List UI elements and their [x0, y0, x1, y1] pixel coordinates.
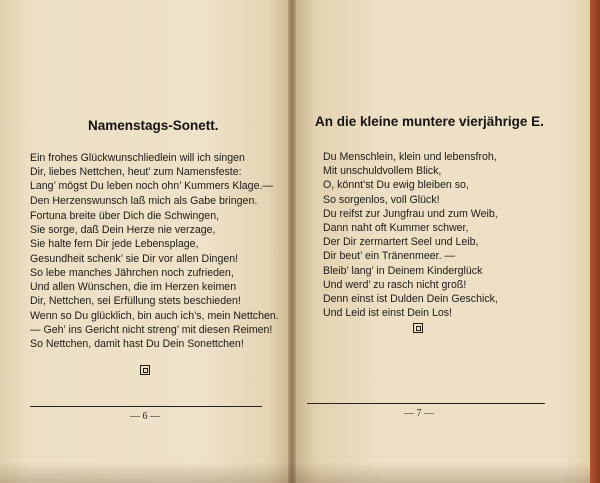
- verse-line: Dann naht oft Kummer schwer,: [323, 222, 469, 235]
- stanza-3: [30, 266, 241, 309]
- verse-line: Dir beut’ ein Tränenmeer. —: [323, 250, 456, 263]
- verse-line: Und werd’ zu rasch nicht groß!: [323, 278, 467, 291]
- verse-line: So Nettchen, damit hast Du Dein Sonettchen!: [30, 338, 244, 351]
- verse-line: Du Menschlein, klein und lebensfroh,: [323, 151, 497, 163]
- poem-title-left: Namenstags-Sonett.: [88, 118, 219, 133]
- verse-line: Gesundheit schenk’ sie Dir vor allen Dingen!: [30, 252, 239, 265]
- verse-line: Mit unschuldvollem Blick,: [323, 165, 442, 178]
- verse-line: — Geh’ ins Gericht nicht streng’ mit diesen Reimen!: [30, 324, 273, 337]
- verse-line: Ein frohes Glückwunschliedlein will ich singen: [30, 152, 245, 164]
- verse-line: Und Leid ist einst Dein Los!: [323, 307, 452, 320]
- stanza-1: [323, 150, 498, 320]
- square-ornament-icon: [140, 365, 150, 375]
- page-shadow: [0, 462, 590, 483]
- verse-line: Dir, Nettchen, sei Erfüllung stets beschieden!: [30, 295, 241, 308]
- verse-line: Wenn so Du glücklich, bin auch ich’s, mein Nettchen.: [30, 310, 279, 322]
- stanza-2: [30, 209, 238, 266]
- page-number: — 6 —: [130, 411, 160, 422]
- footer-rule: [307, 403, 545, 404]
- verse-line: Dir, liebes Nettchen, heut’ zum Namensfeste:: [30, 166, 242, 179]
- stanza-4: [30, 309, 279, 352]
- verse-line: Du reifst zur Jungfrau und zum Weib,: [323, 207, 498, 220]
- verse-line: Denn einst ist Dulden Dein Geschick,: [323, 293, 498, 306]
- left-page: [0, 0, 292, 483]
- verse-line: Sie halte fern Dir jede Lebensplage,: [30, 238, 199, 251]
- verse-line: Der Dir zermartert Seel und Leib,: [323, 236, 479, 249]
- verse-line: Bleib’ lang’ in Deinem Kinderglück: [323, 264, 483, 277]
- page-number: — 7 —: [404, 408, 434, 419]
- cover-edge: [590, 0, 600, 483]
- verse-line: Sie sorge, daß Dein Herze nie verzage,: [30, 224, 216, 237]
- book-spine: [288, 0, 296, 483]
- right-page: [292, 0, 592, 483]
- footer-rule: [30, 406, 262, 407]
- verse-line: Den Herzenswunsch laß mich als Gabe bringen.: [30, 194, 258, 207]
- verse-line: So sorgenlos, voll Glück!: [323, 193, 440, 206]
- square-ornament-icon: [413, 323, 423, 333]
- stanza-1: [30, 151, 273, 208]
- poem-title-right: An die kleine muntere vierjährige E.: [315, 114, 544, 129]
- verse-line: Und allen Wünschen, die im Herzen keimen: [30, 281, 237, 294]
- verse-line: O, könnt’st Du ewig bleiben so,: [323, 179, 469, 192]
- verse-line: Lang’ mögst Du leben noch ohn’ Kummers Klage.—: [30, 180, 274, 193]
- verse-line: Fortuna breite über Dich die Schwingen,: [30, 210, 220, 222]
- verse-line: So lebe manches Jährchen noch zufrieden,: [30, 267, 234, 279]
